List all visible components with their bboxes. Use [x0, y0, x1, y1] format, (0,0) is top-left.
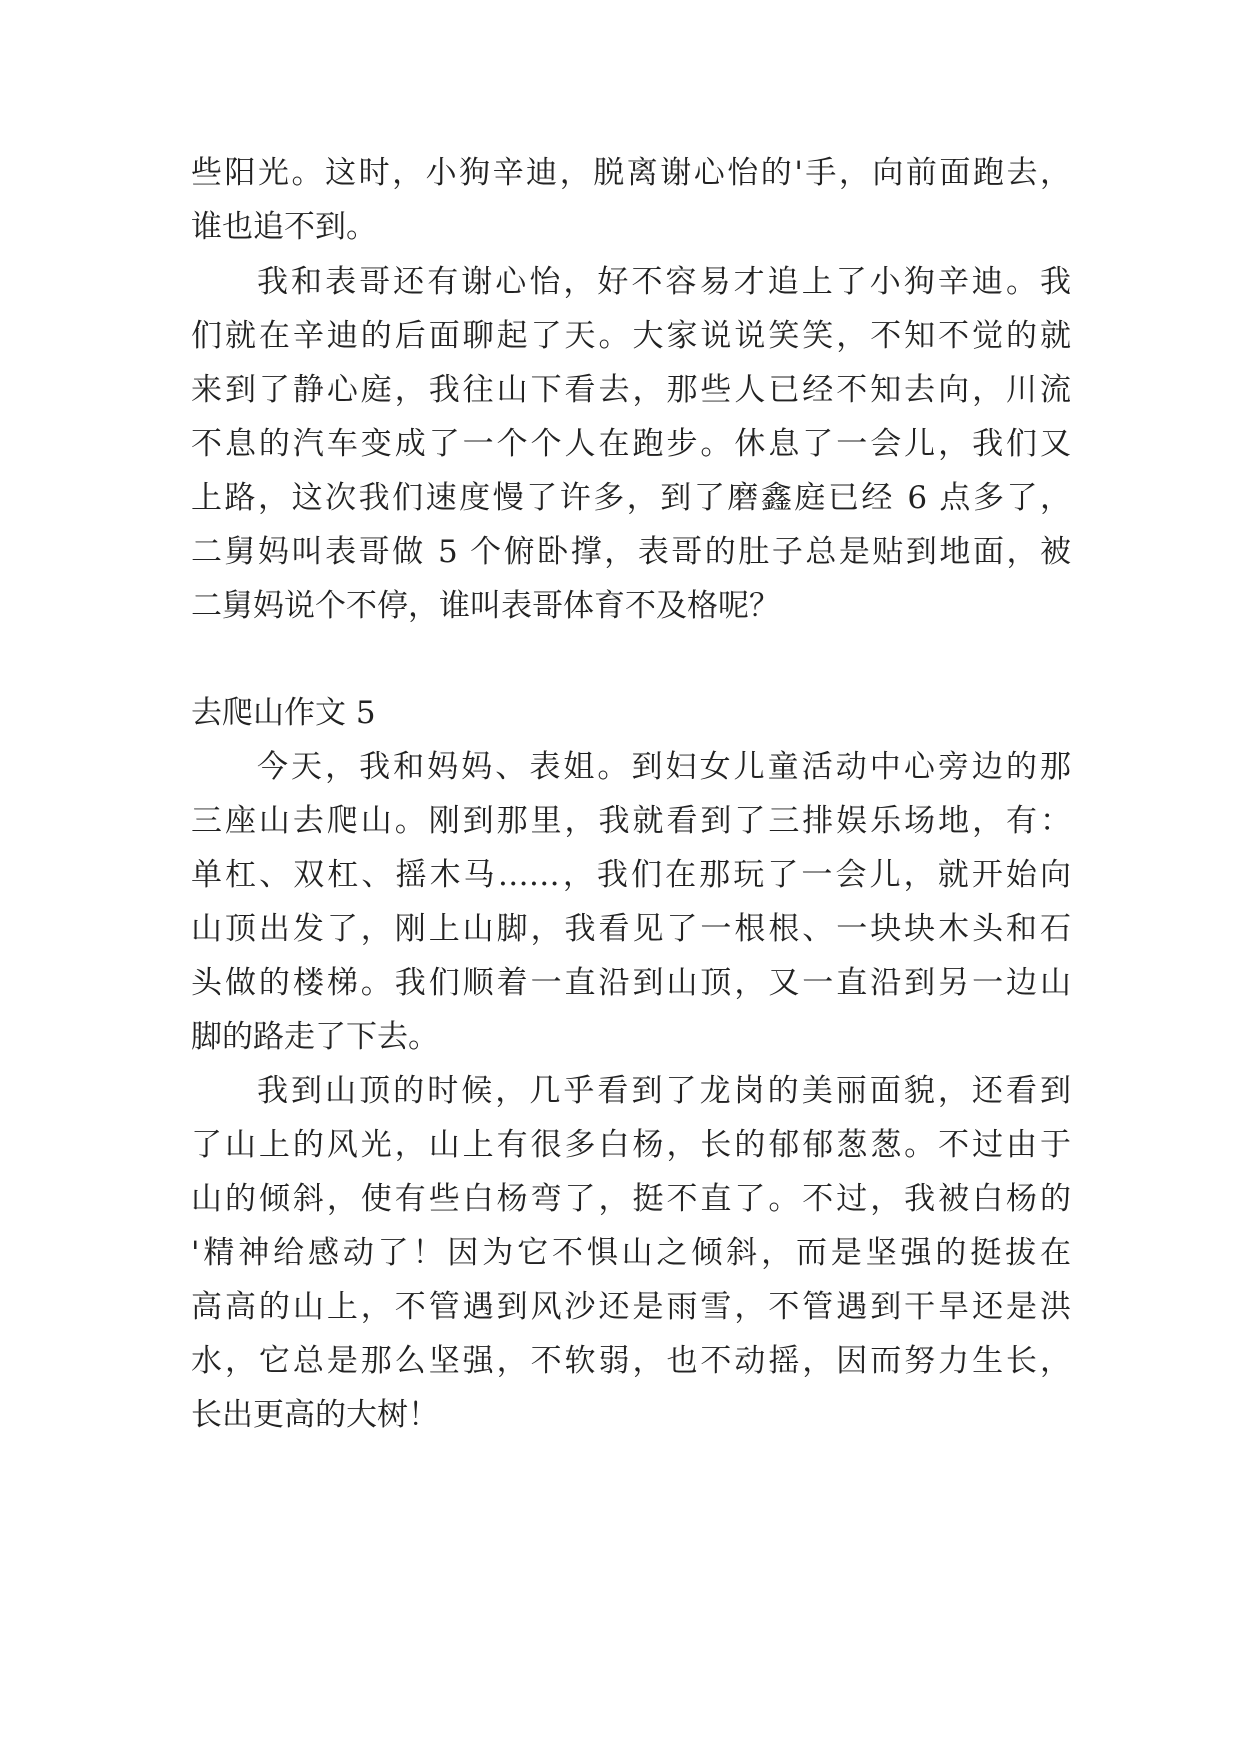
paragraph-line: 们就在辛迪的后面聊起了天。大家说说笑笑，不知不觉的就 — [191, 318, 1071, 354]
paragraph-line: 水，它总是那么坚强，不软弱，也不动摇，因而努力生长， — [191, 1343, 1071, 1379]
paragraph-line: 些阳光。这时，小狗辛迪，脱离谢心怡的'手，向前面跑去， — [191, 155, 1071, 191]
paragraph-line: 了山上的风光，山上有很多白杨，长的郁郁葱葱。不过由于 — [191, 1127, 1071, 1163]
paragraph-line: 二舅妈说个不停，谁叫表哥体育不及格呢？ — [191, 588, 780, 624]
paragraph-line: 长出更高的大树！ — [191, 1397, 439, 1433]
paragraph-line: 脚的路走了下去。 — [191, 1019, 439, 1055]
paragraph-line: 今天，我和妈妈、表姐。到妇女儿童活动中心旁边的那 — [257, 749, 1071, 785]
paragraph-line: 山的倾斜，使有些白杨弯了，挺不直了。不过，我被白杨的 — [191, 1181, 1071, 1217]
section-title: 去爬山作文 5 — [191, 695, 376, 731]
paragraph-line: 单杠、双杠、摇木马……，我们在那玩了一会儿，就开始向 — [191, 857, 1071, 893]
paragraph-line: 不息的汽车变成了一个个人在跑步。休息了一会儿，我们又 — [191, 426, 1071, 462]
paragraph-line: 我和表哥还有谢心怡，好不容易才追上了小狗辛迪。我 — [257, 264, 1071, 300]
paragraph-line: 二舅妈叫表哥做 5 个俯卧撑，表哥的肚子总是贴到地面，被 — [191, 534, 1071, 570]
paragraph-line: 上路，这次我们速度慢了许多，到了磨鑫庭已经 6 点多了， — [191, 480, 1071, 516]
paragraph-line: '精神给感动了！因为它不惧山之倾斜，而是坚强的挺拔在 — [191, 1235, 1071, 1271]
paragraph-line: 高高的山上，不管遇到风沙还是雨雪，不管遇到干旱还是洪 — [191, 1289, 1071, 1325]
paragraph-line: 山顶出发了，刚上山脚，我看见了一根根、一块块木头和石 — [191, 911, 1071, 947]
paragraph-line: 来到了静心庭，我往山下看去，那些人已经不知去向，川流 — [191, 372, 1071, 408]
paragraph-line: 头做的楼梯。我们顺着一直沿到山顶，又一直沿到另一边山 — [191, 965, 1071, 1001]
paragraph-line: 三座山去爬山。刚到那里，我就看到了三排娱乐场地，有： — [191, 803, 1071, 839]
paragraph-line: 我到山顶的时候，几乎看到了龙岗的美丽面貌，还看到 — [257, 1073, 1071, 1109]
paragraph-line: 谁也追不到。 — [191, 209, 377, 245]
